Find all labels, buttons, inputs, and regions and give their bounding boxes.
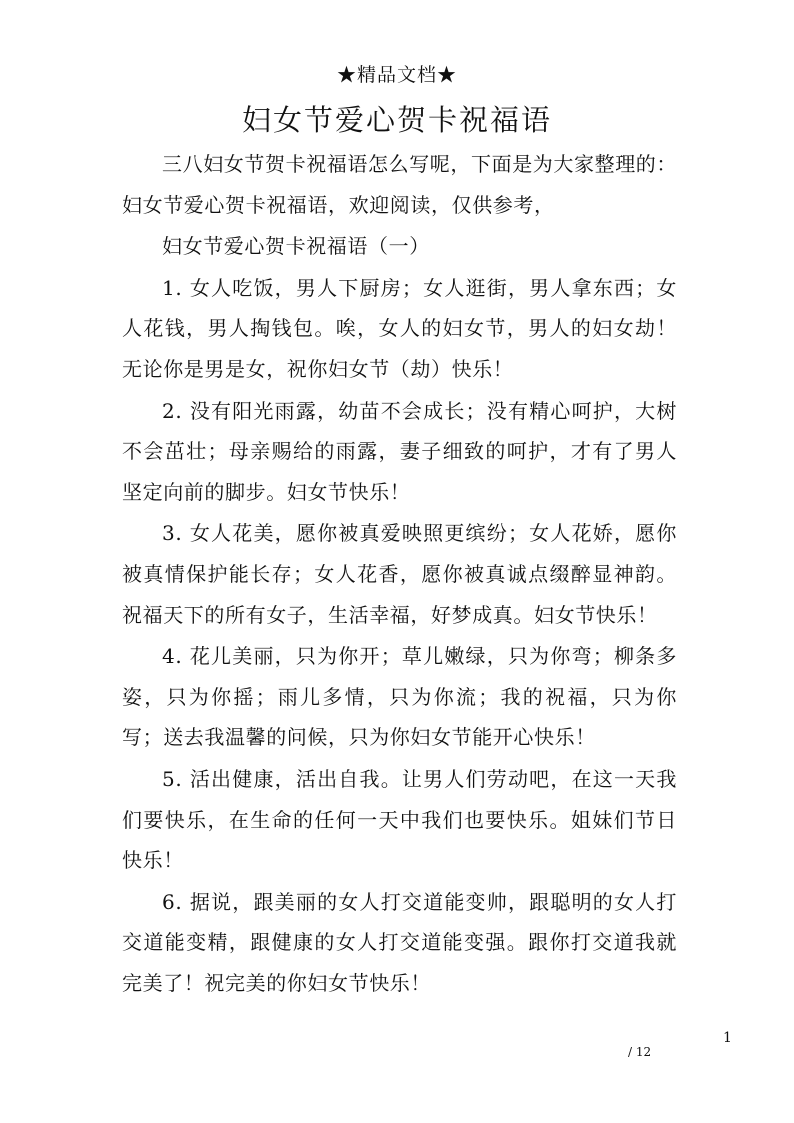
greeting-paragraph-6: 6. 据说，跟美丽的女人打交道能变帅，跟聪明的女人打交道能变精，跟健康的女人打交道能变强。跟你打交道我就完美了！祝完美的你妇女节快乐！ xyxy=(122,889,677,995)
page-total: / 12 xyxy=(628,1045,652,1059)
document-title: 妇女节爱心贺卡祝福语 xyxy=(241,103,552,137)
greeting-paragraph-1: 1. 女人吃饭，男人下厨房；女人逛街，男人拿东西；女人花钱，男人掏钱包。唉，女人的妇女节，男人的妇女劫！无论你是男是女，祝你妇女节（劫）快乐！ xyxy=(122,275,677,381)
page-number: 1 xyxy=(723,1030,732,1046)
document-body xyxy=(122,144,677,1004)
greeting-paragraph-4: 4. 花儿美丽，只为你开；草儿嫩绿，只为你弯；柳条多姿，只为你摇；雨儿多情，只为你流；我的祝福，只为你写；送去我温馨的问候，只为你妇女节能开心快乐！ xyxy=(122,644,677,750)
greeting-paragraph-3: 3. 女人花美，愿你被真爱映照更缤纷；女人花娇，愿你被真情保护能长存；女人花香，愿你被真诚点缀醉显神韵。祝福天下的所有女子，生活幸福，好梦成真。妇女节快乐！ xyxy=(122,521,677,627)
intro-paragraph: 三八妇女节贺卡祝福语怎么写呢，下面是为大家整理的：妇女节爱心贺卡祝福语，欢迎阅读，仅供参考， xyxy=(122,152,677,217)
document-header: ★精品文档★ xyxy=(336,64,457,86)
greeting-paragraph-5: 5. 活出健康，活出自我。让男人们劳动吧，在这一天我们要快乐，在生命的任何一天中我们也要快乐。姐妹们节日快乐！ xyxy=(122,766,677,873)
greeting-paragraph-2: 2. 没有阳光雨露，幼苗不会成长；没有精心呵护，大树不会茁壮；母亲赐给的雨露，妻子细致的呵护，才有了男人坚定向前的脚步。妇女节快乐！ xyxy=(122,398,677,504)
section-heading: 妇女节爱心贺卡祝福语（一） xyxy=(162,234,430,259)
